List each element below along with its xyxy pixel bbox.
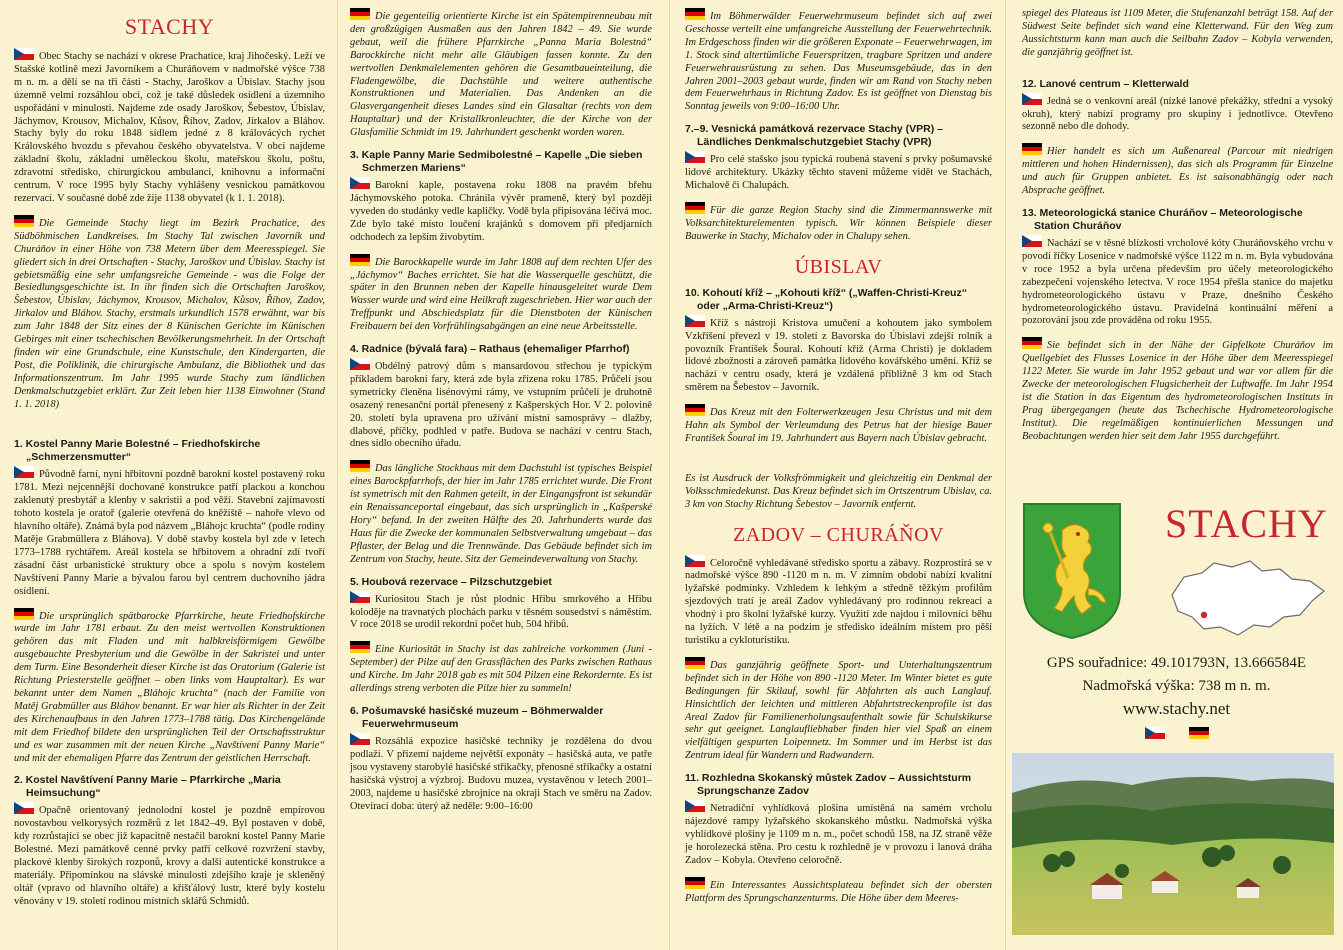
german-flag-icon <box>350 8 370 20</box>
column-divider <box>337 0 338 950</box>
section-5 <box>350 576 652 633</box>
section-text-cz: Pro celé stašsko jsou typická roubená stavení s prvky pošumavské lidové architektury. Ukázky těchto stavení můžeme vidět ve Stachách, Michalově či Chalupách. <box>685 154 992 192</box>
section-title-ubislav: ÚBISLAV <box>794 255 883 278</box>
section-heading <box>14 438 325 464</box>
website-link[interactable]: www.stachy.net <box>1122 699 1231 718</box>
section-text-cz: Rozsáhlá expozice hasičské techniky je rozdělena do dvou podlaží. V přízemí najdeme největší exponáty – hasičská auta, ve patře jsou vystaveny starobylé hasičské stříkačky, přenosné stříkačky a ostatní hasičská výstroj a výzbroj. Budovu muzea, vystavěnou v letech 2001–2003, najdeme u hasičské zbrojnice na okraji Stach ve směru na Zadov. Otevírací doba: úterý až neděle: 9:00–16:00 <box>350 735 652 812</box>
section-title-zadov: ZADOV – CHURÁŇOV <box>733 523 944 546</box>
section-text-cz: Kříž s nástroji Kristova umučení a kohoutem jako symbolem Vzkříšení převezl v 19. století z Bavorska do Úbislavi zdejší rolník a povozník František Šoural. Kohoutí kříž (Arma Christi) je dokladem lidové zbožnosti a zároveň památka lidového kovářského umění. Kříž se nachází v centru osady, která je vzdálená přibližně 3 km od Stach směrem na Šebestov – Javorník. <box>685 317 992 394</box>
intro-de-text: Die Gemeinde Stachy liegt im Bezirk Prachatice, des Südböhmischen Landkreises. Im Stachy Tal zwischen Javorník und Churáňov in einer Höhe von 738 Metern über dem Meeresspiegel. Sie gliedert sich in drei Ortschaften - Stachy, Jaroškov und Úbislav. Stachy ist gebietsmäßig eine sehr umfangsreiche Gemeinde - was die Folge der Besiedlungsgeschichte ist. In ihr finden sich die Ortschaften Jaroškov, Šebestov, Úbislav, Jáchymov, Krousov, Michalov, Kůsov, Říhov, Zadov, Jirkalov und Bláhov. Stachy, erstmals urkundlich 1578 erwähnt, war bis zum Jahr 1848 der Sitz eines der 8 Künischen Gerichte im Künischen Gebirges mit einer tschechischen Bevölkerungsmehrheit. In der Ortschaft finden wir eine Grundschule, eine Kunstschule, den Kindergarten, die Post, die Poliklinik, die chirurgische Ambulanz, die Bibliothek und das Informationszentrum. Im Jahr 1995 wurde Stachy zum ländlichen Denkmalschutzgebiet erklärt. Zur Zeit leben hier 1138 Einwohner (Stand 1. 1. 2018) <box>14 217 325 410</box>
section-5-de <box>350 641 652 696</box>
section-12 <box>1022 78 1333 135</box>
section-12-de <box>1022 143 1333 198</box>
section-text-de: Hier handelt es sich um Außenareal (Parcour mit niedrigen mittleren und hohen Hindernissen), das sich als Programm für Einzelne und auch für Gruppen anbietet. Es ist saisonabhängig oder nach Absprache geöffnet. <box>1022 146 1333 197</box>
coat-of-arms <box>1022 502 1122 640</box>
section-text-de: Es ist Ausdruck der Volksfrömmigkeit und gleichzeitig ein Denkmal der Volksschmiedekunst. Das Kreuz befindet sich im Ortszentrum Ubislav, ca. 3 km von Stachy Richtung Šebestov – Javorník entfernt. <box>685 472 992 510</box>
czech-flag-icon <box>350 358 370 370</box>
section-heading <box>350 149 652 175</box>
section-heading-line: 13. Meteorologická stanice Churáňov – Meteorologische <box>1022 206 1303 219</box>
page-title: STACHY <box>124 14 215 39</box>
section-heading <box>685 123 992 149</box>
section-heading-line: 11. Rozhledna Skokanský můstek Zadov – Aussichtsturm <box>685 772 972 785</box>
section-10-de-cont <box>685 473 992 512</box>
czech-map <box>1162 555 1332 640</box>
section-heading-line: 5. Houbová rezervace – Pilzschutzgebiet <box>350 575 552 588</box>
intro-cz <box>14 48 325 206</box>
german-flag-icon <box>685 877 705 889</box>
section-heading <box>350 576 652 589</box>
czech-flag-icon <box>685 315 705 327</box>
section-10 <box>685 287 992 395</box>
section-heading-line: 3. Kaple Panny Marie Sedmibolestné – Kapelle „Die sieben <box>350 149 643 162</box>
section-heading-line: Feuerwehrmuseum <box>362 717 459 730</box>
section-text-de: spiegel des Plateaus ist 1109 Meter, die Stufenanzahl beträgt 158. Auf der Südwest Seite befindet sich wand eine Kletterwand. Für den Weg zum Aussichtsturm kann man auch die Seilbahn Zadov – Kobyla verwenden, die ganzjährig geöffnet ist. <box>1022 8 1333 58</box>
czech-flag-icon <box>14 466 34 478</box>
section-7-9-de <box>685 202 992 244</box>
section-heading-line: „Schmerzensmutter“ <box>26 451 132 464</box>
intro-cz-text: Obec Stachy se nachází v okrese Prachatice, kraj Jihočeský. Leží ve Stašské kotlině mezi Javorníkem a Churáňovem v nadmořské výšce 738 m n. m. a dělí se na tři části - Stachy, Jaroškov a Úbislav. Stachy jsou územně velmi rozsáhlou obcí, což je také důsledek osídlení a územního uspořádání v minulosti. Najdeme zde osady Jaroškov, Šebestov, Úbislav, Jáchymov, Krousov, Michalov, Kůsov, Říhov, Zadov, Jirkalov a Bláhov. Stachy byly do roku 1848 sídlem jedné z 8 královácých rychet Královského hvozdu s převahou českého obyvatelstva. V obci najdeme základní školu, základní uměleckou školu, mateřskou školu, poštu, zdravotní středisko, chirurgickou ambulanci, knihovnu a informační centrum. V roce 1995 byly Stachy vyhlášeny vesnickou památkovou rezervací. V současné době zde žije 1138 obyvatel (k 1. 1. 2018). <box>14 51 325 204</box>
czech-flag-icon <box>685 800 705 812</box>
german-flag-icon <box>1022 143 1042 155</box>
section-11-de <box>685 877 992 906</box>
section-1 <box>14 438 325 598</box>
section-heading-line: Heimsuchung“ <box>26 787 101 800</box>
emblem-row <box>1010 500 1343 650</box>
section-text-de: Die ursprünglich spätbarocke Pfarrkirche, heute Friedhofskirche wurde im Jahr 1781 erbaut. Zu den meist wertvollen Konstruktionen gehören das mit Fladen und mit halbkreisförmigem Gewölbe ausgebauchte Presbyterium und die Gewölbe in der Sakristei und unter dem Turm. Eine Besonderheit dieser Kirche ist das Oratorium (Galerie ist Richtung Priesterstelle geöffnet – oben links vom Hauptaltar). Es war bekannt unter dem Namen „Bláhojc kruchta“ (nach der Familie von Matěj Grabmüller aus Bláhov benannt. Er war hier als Richter in der Zeit des Kirchenaufbaus in den Jahren 1773–1788 tätig. Das Kirchengelände mit dem Friedhof bildete den ursprünglichen Teil der Ortschaftsstruktur und es war zusammen mit der neuen Kirche „Navštívení Panny Marie“ und mit der ehemaligen Pfarre das Zentrum der geistlichen Herrschaft. <box>14 610 325 764</box>
section-text-de: Im Böhmerwälder Feuerwehrmuseum befindet sich auf zwei Geschosse verteilt eine umfangreiche Ausstellung der Feuerwehrtechnik. Im Erdgeschoss finden wir die größeren Exponate – Feuerwehrwagen, im 1. Stock sind altertümliche Feuerspritzen, tragbare Spritzen und andere Feuerwehrausrüstung zu sehen. Das Museumsgebäude, das in den Jahren 2001–2003 gebaut wurde, finden wir am Rand von Stachy neben dem Feuerwehrhaus in Richtung Zadov. Es ist geöffnet von Dienstag bis Sonntag jeweils von 9:00–16:00 Uhr. <box>685 11 992 113</box>
section-heading-line: 1. Kostel Panny Marie Bolestné – Friedhofskirche <box>14 438 261 451</box>
section-7-9 <box>685 123 992 193</box>
german-flag-icon <box>685 8 705 20</box>
section-4-de <box>350 460 652 566</box>
section-heading-line: oder „Arma-Christi-Kreuz“) <box>697 299 833 312</box>
landscape-image <box>1012 753 1334 935</box>
section-heading-line: 10. Kohoutí kříž – „Kohouti kříž“ („Waffen-Christi-Kreuz“ <box>685 286 967 299</box>
language-flags <box>1010 725 1343 743</box>
section-3-de <box>350 254 652 334</box>
czech-flag-icon <box>350 733 370 745</box>
section-2-de <box>350 8 652 140</box>
gps-coordinates: GPS souřadnice: 49.101793N, 13.666584E <box>1046 655 1307 671</box>
section-heading <box>350 343 652 356</box>
german-flag-icon <box>14 215 34 227</box>
section-text-de: Sie befindet sich in der Nähe der Gipfelkote Churáňov im Quellgebiet des Flusses Losenice in der Höhe über dem Meeresspiegel 1122 Meter. Sie wurde im Jahr 1952 gebaut und war vor allem für die Zwecke der meteorologischen Flugsicherheit der Luftwaffe. Im Jahr 1954 ist die Station in das Eigentum des hydrometeorologischen Instituts in Prag übergegangen (heute das Tschechische Hydrometeorologische Institut). Die regelmäßigen kontinuierlichen Messungen und Beobachtungen werden hier seit dem Jahr 1955 durchgeführt. <box>1022 340 1333 442</box>
intro-de <box>14 215 325 412</box>
section-text-cz: Celoročně vyhledávané středisko sportu a zábavy. Rozprostírá se v nadmořské výšce 890 -1120 m n. m. V zimním období nabízí kvalitní lyžařské podmínky. Vzhledem k lehkým a středně těžkým profilům sjezdových tratí je areál Zadov vyhledávaný pro rodinnou rekreaci a vhodný i pro školní lyžařské kurzy. Využití zde najdou i milovníci běhu na lyžích. V létě a na podzim je středisko ideálním místem pro pěší turistiku a cykloturistiku. <box>685 557 992 646</box>
section-text-cz: Netradiční vyhlídková plošina umístěná na samém vrcholu nájezdové rampy lyžařského skokanského můstku. Nadmořská výška vyhlídkové plošiny je 1109 m n. m., počet schodů 158, na JZ straně věže je horolezecká stěna. Pro cestu k rozhledně je v provozu i lanová dráha Zadov – Kobyla. Otevřeno celoročně. <box>685 803 992 866</box>
section-text-de: Ein Interessantes Aussichtsplateau befindet sich der obersten Plattform des Sprungschanzenturms. Die Höhe über dem Meeres- <box>685 879 992 904</box>
section-heading <box>1022 78 1333 91</box>
section-heading-line: 4. Radnice (bývalá fara) – Rathaus (ehemaliger Pfarrhof) <box>350 343 630 356</box>
section-2 <box>14 774 325 908</box>
german-flag-icon <box>350 254 370 266</box>
zadov-cz <box>685 555 992 648</box>
czech-flag-icon <box>1022 93 1042 105</box>
section-text-de: Das längliche Stockhaus mit dem Dachstuhl ist typisches Beispiel eines Barockpfarrhofs, der hier im Jahr 1785 errichtet wurde. Die Front ist symetrisch mit den Rahmen geteilt, in der Eingangsfront ist sekundär ein Renaissanceportal eingebaut, das sich ursprünglich in „Kašperské Hory“ befand. In der zweiten Hälfte des 20. Jahrhunderts wurde das Haus für die Zwecke der kommunalen Selbstverwaltung umgebaut – das Pflaster, der Belag und die Trennwände. Das Gebäude befindet sich im Zentrum von Stachy, heute. Sitz der Gemeindeverwaltung von Stachy. <box>350 463 652 565</box>
section-heading-line: Station Churáňov <box>1034 219 1122 232</box>
german-flag-icon[interactable] <box>1189 727 1209 739</box>
czech-flag-icon <box>685 151 705 163</box>
section-text-cz: Opačně orientovaný jednolodní kostel je pozdně empírovou novostavbou velkorysých rozměrů z let 1842–49. Byl postaven v době, kdy rozrůstající se obec již kapacitně nestačil barokní kostel Panny Marie Bolestné. Mezi památkově cenné prvky patří celkové rozvržení stavby, plackové klenby širokých rozponů, krovy a další autentické konstrukce a materiály. Připomínkou na slávské minulosti zdejšího kraje je skleněný oltář (vpravo od hlavního oltáře) a křišťálový lustr, které byly kostelu věnovány v 19. století rodinou místních sklářů Schmidů. <box>14 805 325 907</box>
zadov-de <box>685 657 992 763</box>
section-heading-line: 2. Kostel Navštívení Panny Marie – Pfarrkirche „Maria <box>14 774 281 787</box>
section-text-cz: Kuriositou Stach je růst plodnic Hřibu smrkového a Hřibu koloděje na travnatých plochách parku v těsném sousedství s náměstím. V roce 2018 se urodil rekordní počet hub, 504 hřibů. <box>350 593 652 631</box>
czech-flag-icon <box>685 555 705 567</box>
section-text-de: Die Barockkapelle wurde im Jahr 1808 auf dem rechten Ufer des „Jáchymov“ Baches errichtet. Sie hat die Wasserquelle geschützt, die später in den Brunnen neben der Kapelle hinausgeleitet wurde Dem Wasser wurde und wird eine Heilkraft zugeschrieben. Hier war auch der Treffpunkt und Abschiedsplatz für die Dienstboten der Künischen Freibauern bei den Vorfrühlingsabgängen an eine neue Arbeitsstelle. <box>350 256 652 333</box>
column-1 <box>0 0 333 950</box>
section-6 <box>350 705 652 813</box>
german-flag-icon <box>1022 337 1042 349</box>
section-heading <box>1022 207 1333 233</box>
section-heading-line: Schmerzen Mariens“ <box>362 162 466 175</box>
czech-flag-icon <box>350 177 370 189</box>
altitude: Nadmořská výška: 738 m n. m. <box>1082 678 1271 694</box>
section-11-de-cont <box>1022 8 1333 60</box>
section-13 <box>1022 207 1333 328</box>
section-heading <box>685 287 992 313</box>
czech-flag-icon <box>14 802 34 814</box>
german-flag-icon <box>685 202 705 214</box>
czech-flag-icon <box>14 48 34 60</box>
column-divider <box>1005 0 1006 950</box>
section-heading-line: 12. Lanové centrum – Kletterwald <box>1022 77 1189 90</box>
section-text-de: Für die ganze Region Stachy sind die Zimmermannswerke mit Volksarchitekturelementen typisch. Wir können Beispiele dieser Bauwerke in Stachy, Michalov oder in Chalupy sehen. <box>685 204 992 242</box>
german-flag-icon <box>685 404 705 416</box>
landscape-photo <box>1012 753 1334 935</box>
section-11 <box>685 772 992 868</box>
czech-flag-icon <box>1022 235 1042 247</box>
column-divider <box>669 0 670 950</box>
section-heading-line: Ländliches Denkmalschutzgebiet Stachy (VPR) <box>697 136 932 149</box>
column-3 <box>675 0 1000 950</box>
section-text-cz: Barokní kaple, postavena roku 1808 na pravém břehu Jáchymovského potoka. Chránila vývěr prameně, který byl později vyveden do studánky vedle kapličky. Vodě byla připisována léčivá moc. Zde bylo také místo loučení krajánků s domovem při předjarních odchodech za lepším živobytím. <box>350 180 652 243</box>
section-6-de <box>685 8 992 114</box>
section-4 <box>350 343 652 451</box>
section-text-cz: Obdélný patrový dům s mansardovou střechou je typickým příkladem barokní fary, která zde byla zřízena roku 1785. Průčelí jsou symetricky členěna lisénovými rámy, ve vstupním průčelí je druhotně osazený renesanční portál přenesený z Kašperských Hor. V 2. polovině 20. století byla upravena pro užívání místní samosprávy – dlažby, dlabové, příčky, podhled v patře. Budova se nachází v centru Stach, dnes sídlo obecního úřadu. <box>350 361 652 450</box>
section-text-de: Die gegenteilig orientierte Kirche ist ein Spätempirenneubau mit den großzügigen Ausmaßen aus den Jahren 1842 – 49. Sie wurde gebaut, weil die frühere Pfarrkirche „Panna Maria Bolestná“ Barockkirche nicht mehr alle Gläubigen fassen konnte. Zu den wertvollen Denkmalelementen gehören die Gesamtbaueinteilung, die Fladengewölbe, die Dachstühle und weitere authentische Konstruktionen und Materialien. Das Andenken an die Glasvergangenheit dieses Landes sind ein Glasaltar (rechts von dem Hauptaltar) und der Kristallkronleuchter, die der Kirche von der Glasfamilie Schmidt im 19. Jahrhundert geschenkt worden waren. <box>350 11 652 139</box>
section-heading-line: 6. Pošumavské hasičské muzeum – Böhmerwalder <box>350 704 604 717</box>
czech-flag-icon <box>350 591 370 603</box>
section-text-cz: Jedná se o venkovní areál (nízké lanové překážky, střední a vysoký okruh), který nabízí programy pro skupiny i jednotlivce. Otevřeno sezonně nebo dle dohody. <box>1022 95 1333 133</box>
german-flag-icon <box>350 641 370 653</box>
brand-panel <box>1010 490 1343 950</box>
section-text-cz: Nachází se v těsné blízkosti vrcholové kóty Churáňovského vrchu v povodí říčky Losenice v nadmořské výšce 1122 m n. m. Byla vybudována v roce 1952 a byla určena především pro účely meteorologického zabezpečení vojenského letectva. V roce 1954 přešla stanice do majetku hydrometeorologického ústavu v Praze, dnešního Českého hydrometeorologického ústavu. Pravidelná kontinuální měření a pozorování jsou zde prováděna od roku 1955. <box>1022 237 1333 327</box>
czech-flag-icon[interactable] <box>1145 727 1165 739</box>
german-flag-icon <box>350 460 370 472</box>
brand-title: STACHY <box>1165 501 1328 546</box>
section-heading-line: Sprungschanze Zadov <box>697 785 810 798</box>
section-text-cz: Původně farní, nyní hřbitovní pozdně barokní kostel postavený roku 1781. Mezi nejcennější dochované konstrukce patří plackou a konchou zaklenutý presbytář a klenby v sakristii a pod věží. Stavební zajímavostí tohoto kostela je oratoř (galerie otevřená do kněžiště – nahoře vlevo od hlavního oltáře). Známá byla pod názvem „Bláhojc kruchta“ (podle rodiny Matěje Grabmüllera z Bláhova). V době stavby kostela byl zde v letech 1773–1788 rychtářem. Areál kostela se hřbitovem a ohradní zdí tvoří zásadní část urbanistické struktury obce a spolu s novým kostelem Navštívení Panny Marie a bývalou farou byl centrem duchovního jádra osídlení. <box>14 469 325 597</box>
german-flag-icon <box>685 657 705 669</box>
section-text-de: Das Kreuz mit den Folterwerkzeugen Jesu Christus und mit dem Hahn als Symbol der Verleumdung des Petrus hat der hiesige Bauer František Šoural im 19. Jahrhundert aus Bayern nach Úbislav gebracht. <box>685 407 992 444</box>
section-text-de: Eine Kuriosität in Stachy ist das zahlreiche vorkommen (Juni - September) der Pilze auf den Grassflächen des Parks zwischen Rathaus und Kirche. Im Jahr 2018 gab es mit 504 Pilzen eine Rekordernte. Es ist allerdings streng verboten die Pilze hier zu sammeln! <box>350 644 652 695</box>
column-2 <box>340 0 660 950</box>
section-3 <box>350 149 652 245</box>
section-heading <box>350 705 652 731</box>
section-1-de <box>14 608 325 766</box>
section-heading-line: 7.–9. Vesnická památková rezervace Stachy (VPR) – <box>685 123 943 136</box>
german-flag-icon <box>14 608 34 620</box>
section-text-de: Das ganzjährig geöffnete Sport- und Unterhaltungszentrum befindet sich in der Höhe von 890 -1120 Meter. Im Winter bietet es gute Bedingungen für Skilauf, sowhl für Abfahrten als auch Langlauf. Hinsichtlich der leichten und mittleren Abfahrtstreckenprofile ist das Areal Zadov für Familienerholungsaufenthalt sowie für Schulskikurse sehr gut geeignet. Langlaufliebhaber finden hier viel Spaß an einem vielfältigen gespurten Loipennetz. Im Sommer und im Herbst ist das Zentrum ideal für Wandern und Radwandern. <box>685 659 992 762</box>
section-10-de <box>685 404 992 446</box>
section-13-de <box>1022 337 1333 443</box>
section-heading <box>14 774 325 800</box>
section-heading <box>685 772 992 798</box>
